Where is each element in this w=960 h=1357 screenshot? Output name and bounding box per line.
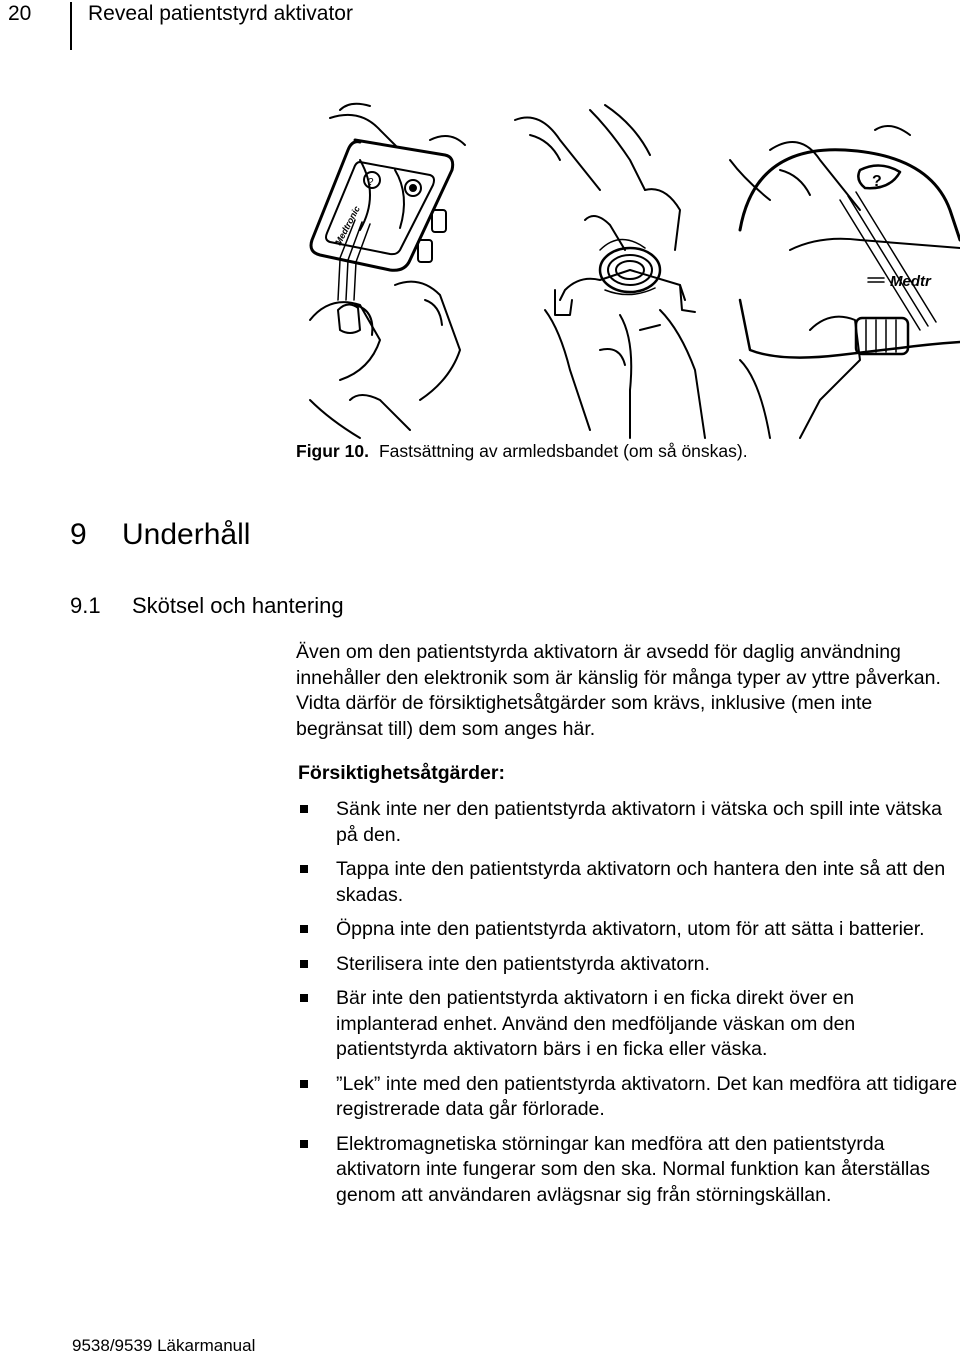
illustration-panel-threading	[310, 104, 465, 438]
list-item-text: Sterilisera inte den patientstyrda aktivatorn.	[336, 952, 710, 975]
subsection-heading	[70, 593, 344, 619]
bullet-square-icon	[300, 994, 308, 1002]
header-divider	[70, 2, 72, 50]
list-item-text: Öppna inte den patientstyrda aktivatorn, utom för att sätta i batterier.	[336, 918, 925, 940]
figure-caption	[296, 441, 748, 462]
list-item-text: ”Lek” inte med den patientstyrda aktivatorn. Det kan medföra att tidigare registrerade data går förlorade.	[336, 1072, 958, 1120]
list-item	[298, 1132, 960, 1209]
section-heading	[70, 518, 250, 552]
question-mark-label-2: ?	[872, 173, 882, 190]
figure-label: Figur 10.	[296, 441, 369, 461]
subsection-number: 9.1	[70, 593, 101, 618]
list-item	[298, 986, 960, 1063]
footer-manual-title: 9538/9539 Läkarmanual	[72, 1336, 256, 1355]
precautions-list	[298, 797, 960, 1217]
list-item	[298, 797, 960, 848]
bullet-square-icon	[300, 805, 308, 813]
list-item	[298, 857, 960, 908]
list-item	[298, 952, 960, 978]
question-mark-label: ?	[368, 177, 374, 188]
figure-wristband-attachment	[300, 100, 960, 440]
figure-caption-text: Fastsättning av armledsbandet (om så önskas).	[378, 441, 748, 461]
list-item-text: Tappa inte den patientstyrda aktivatorn och hantera den inte så att den skadas.	[336, 858, 946, 906]
subsection-title: Skötsel och hantering	[132, 593, 344, 618]
bullet-square-icon	[300, 865, 308, 873]
bullet-square-icon	[300, 925, 308, 933]
device-logo-text-2: Medtr	[890, 273, 931, 290]
list-item-text: Elektromagnetiska störningar kan medföra att den patientstyrda aktivatorn inte fungerar som den ska. Normal funktion kan återställas genom att användaren avlägsnar sig från störningskällan.	[336, 1132, 930, 1206]
section-title: Underhåll	[122, 518, 251, 551]
list-item-text: Sänk inte ner den patientstyrda aktivatorn i vätska och spill inte vätska på den.	[336, 798, 942, 846]
bullet-square-icon	[300, 1080, 308, 1088]
intro-paragraph: Även om den patientstyrda aktivatorn är avsedd för daglig användning innehåller den elektronik som är känslig för många typer av yttre påverkan. Vidta därför de försiktighetsåtgärder som krävs, inklusive (men inte begränsat till) dem som anges här.	[296, 641, 941, 740]
bullet-square-icon	[300, 1140, 308, 1148]
section-number: 9	[70, 518, 87, 551]
precautions-heading: Försiktighetsåtgärder:	[298, 762, 505, 784]
running-header-title: Reveal patientstyrd aktivator	[88, 2, 353, 25]
bullet-square-icon	[300, 960, 308, 968]
list-item	[298, 1072, 960, 1123]
illustration-panel-attached	[730, 126, 960, 438]
list-item-text: Bär inte den patientstyrda aktivatorn i en ficka direkt över en implanterad enhet. Använd den medföljande väskan om den patientstyrda aktivatorn bärs i en ficka eller väska.	[336, 987, 856, 1060]
page-number: 20	[8, 2, 32, 25]
device-logo-text: Medtronic	[332, 204, 362, 247]
illustration-panel-tightening	[515, 105, 705, 438]
list-item	[298, 917, 960, 943]
